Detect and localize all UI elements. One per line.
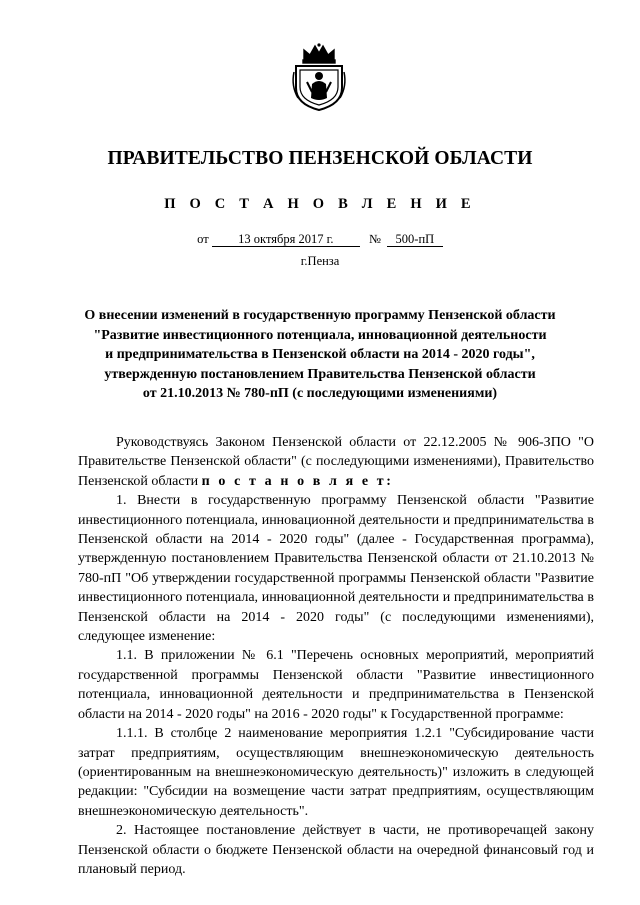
document-number: 500-пП bbox=[387, 232, 443, 247]
subject-line: "Развитие инвестиционного потенциала, инновационной деятельности bbox=[93, 327, 547, 343]
resolves-word: п о с т а н о в л я е т: bbox=[201, 473, 394, 489]
document-date: 13 октября 2017 г. bbox=[212, 232, 360, 247]
document-body bbox=[78, 433, 594, 879]
date-prefix: от bbox=[197, 232, 209, 246]
subject-line: утвержденную постановлением Правительства Пензенской области bbox=[104, 366, 536, 382]
subject-line: от 21.10.2013 № 780-пП (с последующими изменениями) bbox=[142, 386, 498, 402]
document-type: П О С Т А Н О В Л Е Н И Е bbox=[164, 196, 476, 212]
clause-2: 2. Настоящее постановление действует в части, не противоречащей закону Пензенской области о бюджете Пензенской области на очередной финансовый год и плановый период. bbox=[78, 823, 594, 877]
preamble-text: Руководствуясь Законом Пензенской области от 22.12.2005 № 906-ЗПО "О Правительстве Пензенской области" (с последующими изменениями), Правительство Пензенской области bbox=[78, 435, 594, 489]
document-subject bbox=[70, 306, 570, 404]
clause-1-1: 1.1. В приложении № 6.1 "Перечень основных мероприятий, мероприятий государственной программы Пензенской области "Развитие инвестиционного потенциала, инновационной деятельности и предпринимательства в Пензенской области на 2014 - 2020 годы" на 2016 - 2020 годы" к Государственной программе: bbox=[78, 648, 594, 722]
subject-line: и предпринимательства в Пензенской области на 2014 - 2020 годы", bbox=[105, 347, 535, 363]
government-title: ПРАВИТЕЛЬСТВО ПЕНЗЕНСКОЙ ОБЛАСТИ bbox=[107, 148, 533, 169]
clause-1-1-1: 1.1.1. В столбце 2 наименование мероприятия 1.2.1 "Субсидирование части затрат предприятиям, осуществляющим внешнеэкономическую деятельность (ориентированным на внешнеэкономическую деятельность)" изложить в следующей редакции: "Субсидии на возмещение части затрат предприятиям, осуществляющим внешнеэкономическую деятельность". bbox=[78, 726, 594, 819]
clause-1: 1. Внести в государственную программу Пензенской области "Развитие инвестиционного потенциала, инновационной деятельности и предпринимательства в Пензенской области на 2014 - 2020 годы" (далее - Государственная программа), утвержденную постановлением Правительства Пензенской области от 21.10.2013 № 780-пП "Об утверждении государственной программы Пензенской области "Развитие инвестиционного потенциала, инновационной деятельности и предпринимательства в Пензенской области на 2014 - 2020 годы" (с последующими изменениями), следующее изменение: bbox=[78, 493, 594, 645]
number-prefix: № bbox=[368, 232, 381, 246]
subject-line: О внесении изменений в государственную программу Пензенской области bbox=[84, 308, 556, 323]
coat-of-arms-icon bbox=[290, 42, 348, 112]
preamble-paragraph bbox=[78, 433, 594, 491]
date-number-line bbox=[0, 232, 640, 247]
city: г.Пенза bbox=[300, 254, 340, 268]
